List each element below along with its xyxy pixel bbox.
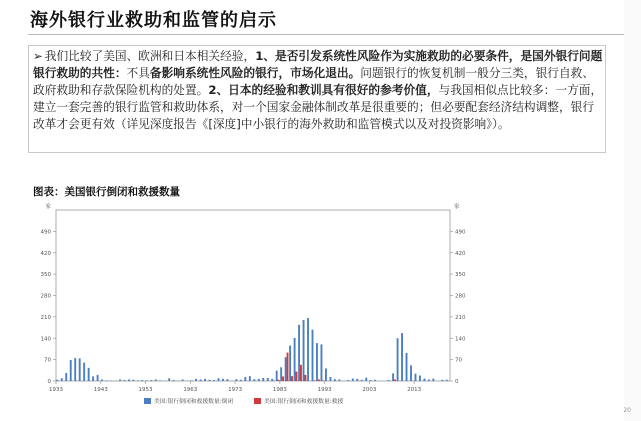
bar-failures bbox=[374, 380, 376, 381]
legend-swatch-assistance bbox=[254, 398, 261, 404]
bar-failures bbox=[280, 367, 282, 381]
bar-failures bbox=[106, 380, 108, 381]
bar-failures bbox=[338, 379, 340, 381]
bar-assistance bbox=[318, 379, 320, 381]
bar-failures bbox=[159, 380, 161, 381]
summary-text-1: 我们比较了美国、欧洲和日本相关经验， bbox=[44, 49, 256, 63]
x-tick-label: 1953 bbox=[138, 387, 153, 393]
y-tick-label-right: 0 bbox=[455, 379, 459, 385]
legend-label-assistance: 美国:银行倒闭和救援数量:救援 bbox=[264, 399, 344, 405]
bar-failures bbox=[235, 379, 237, 381]
x-tick-label: 2013 bbox=[407, 387, 422, 393]
bar-failures bbox=[141, 380, 143, 381]
y-tick-label-left: 350 bbox=[40, 272, 51, 279]
bar-failures bbox=[173, 380, 175, 381]
bar-failures bbox=[329, 377, 331, 381]
x-tick-label: 1933 bbox=[49, 387, 63, 393]
bar-failures bbox=[83, 363, 85, 381]
bar-failures bbox=[397, 338, 399, 381]
y-tick-label-right: 420 bbox=[455, 250, 466, 257]
bar-failures bbox=[56, 380, 58, 381]
summary-bold-3: 2、日本的经验和教训具有很好的参考价值， bbox=[208, 83, 439, 98]
y-tick-label-right: 350 bbox=[455, 272, 466, 279]
chart-heading: 图表：美国银行倒闭和救援数量 bbox=[33, 186, 180, 198]
bar-failures bbox=[356, 379, 358, 381]
bar-failures bbox=[97, 375, 99, 381]
bar-failures bbox=[347, 380, 349, 381]
bar-failures bbox=[316, 343, 318, 381]
bar-failures bbox=[124, 380, 126, 381]
bar-assistance bbox=[287, 353, 289, 381]
bar-assistance bbox=[296, 372, 298, 381]
bar-failures bbox=[128, 379, 130, 381]
bar-failures bbox=[406, 353, 408, 381]
bar-assistance bbox=[300, 365, 302, 381]
bar-failures bbox=[137, 380, 139, 381]
y-tick-label-right: 280 bbox=[455, 293, 466, 300]
summary-box bbox=[28, 45, 606, 153]
bar-failures bbox=[65, 373, 67, 381]
x-tick-label: 1983 bbox=[272, 387, 287, 393]
bar-failures bbox=[307, 318, 309, 381]
summary-text-4: 与我国相似点比较多：一方面，建立一套完善的银行监管和救助体系，对一个国家金融体制改革是很重要的；但必要配套经济结构调整，银行改革才会更有效（详见深度报告《[深度]中小银行的海外救助和监管模式以及对投资影响》）。 bbox=[33, 83, 603, 132]
bar-failures bbox=[253, 379, 255, 381]
bar-failures bbox=[298, 325, 300, 381]
y-tick-label-right: 70 bbox=[455, 357, 462, 364]
page-title: 海外银行业救助和监管的启示 bbox=[30, 10, 277, 31]
y-tick-label-left: 0 bbox=[47, 379, 51, 385]
bar-failures bbox=[294, 338, 296, 381]
bar-failures bbox=[195, 379, 197, 381]
x-tick-label: 1993 bbox=[317, 387, 332, 393]
bar-failures bbox=[70, 360, 72, 381]
bar-failures bbox=[150, 380, 152, 381]
bar-failures bbox=[312, 330, 314, 381]
x-tick-label: 1973 bbox=[228, 387, 243, 393]
y-unit-left: 家 bbox=[45, 204, 51, 210]
bar-failures bbox=[244, 377, 246, 381]
arrowhead-bullet-icon: ➢ bbox=[33, 49, 43, 63]
bar-failures bbox=[240, 380, 242, 381]
summary-text-2: 不具 bbox=[126, 66, 150, 81]
y-tick-label-right: 490 bbox=[455, 229, 466, 236]
bar-failures bbox=[92, 376, 94, 381]
legend-label-failures: 美国:银行倒闭和救援数量:倒闭 bbox=[154, 399, 234, 405]
bar-failures bbox=[61, 378, 63, 381]
bar-failures bbox=[249, 376, 251, 381]
bar-failures bbox=[415, 374, 417, 381]
bar-failures bbox=[222, 379, 224, 381]
bar-failures bbox=[423, 379, 425, 381]
bar-failures bbox=[419, 376, 421, 381]
bar-failures bbox=[200, 379, 202, 381]
y-unit-right: 家 bbox=[454, 204, 460, 210]
bar-assistance bbox=[282, 376, 284, 381]
bar-failures bbox=[352, 379, 354, 381]
y-tick-label-left: 280 bbox=[40, 293, 51, 300]
bar-assistance bbox=[394, 379, 396, 381]
bar-failures bbox=[271, 379, 273, 381]
bar-failures bbox=[119, 379, 121, 381]
y-tick-label-left: 420 bbox=[40, 250, 51, 257]
bar-failures bbox=[146, 380, 148, 381]
bar-failures bbox=[168, 378, 170, 381]
bar-failures bbox=[410, 365, 412, 381]
bar-failures bbox=[401, 333, 403, 381]
summary-text-3: 问题银行的恢复机制一般分三类，银行自救、政府救助和存款保险机构的处置。 bbox=[33, 66, 595, 98]
y-tick-label-right: 210 bbox=[455, 314, 466, 321]
bank-failure-chart bbox=[26, 198, 476, 418]
x-tick-label: 2003 bbox=[362, 387, 377, 393]
bar-failures bbox=[88, 368, 90, 381]
bar-failures bbox=[446, 380, 448, 381]
bar-failures bbox=[325, 368, 327, 381]
bar-assistance bbox=[313, 380, 315, 381]
bar-failures bbox=[101, 379, 103, 381]
bar-failures bbox=[182, 379, 184, 381]
bar-failures bbox=[392, 373, 394, 381]
bar-failures bbox=[388, 380, 390, 381]
bar-assistance bbox=[278, 380, 280, 381]
bar-failures bbox=[191, 380, 193, 381]
bar-failures bbox=[334, 379, 336, 381]
bar-failures bbox=[204, 379, 206, 381]
bar-failures bbox=[285, 357, 287, 381]
bar-failures bbox=[276, 371, 278, 381]
bar-failures bbox=[441, 380, 443, 381]
bar-failures bbox=[289, 346, 291, 381]
bar-assistance bbox=[291, 376, 293, 381]
y-tick-label-left: 70 bbox=[44, 357, 51, 364]
bar-failures bbox=[303, 320, 305, 381]
y-tick-label-left: 140 bbox=[40, 336, 51, 343]
bar-failures bbox=[155, 379, 157, 381]
summary-bold-2: 备影响系统性风险的银行，市场化退出。 bbox=[149, 66, 361, 81]
bar-failures bbox=[432, 379, 434, 381]
bar-failures bbox=[428, 379, 430, 381]
bar-failures bbox=[321, 344, 323, 381]
x-tick-label: 1963 bbox=[183, 387, 198, 393]
bar-assistance bbox=[304, 375, 306, 381]
title-divider bbox=[28, 34, 640, 35]
bar-failures bbox=[370, 380, 372, 381]
bar-failures bbox=[262, 378, 264, 381]
page-number: 20 bbox=[623, 407, 631, 414]
x-tick-label: 1943 bbox=[93, 387, 108, 393]
plot-frame bbox=[56, 210, 450, 381]
y-tick-label-left: 490 bbox=[40, 229, 51, 236]
bar-failures bbox=[267, 378, 269, 381]
bar-failures bbox=[74, 358, 76, 381]
bar-failures bbox=[132, 380, 134, 381]
bar-assistance bbox=[322, 380, 324, 381]
bar-failures bbox=[365, 378, 367, 381]
bar-failures bbox=[361, 380, 363, 381]
bar-failures bbox=[209, 380, 211, 381]
bar-failures bbox=[218, 378, 220, 381]
bar-failures bbox=[258, 379, 260, 381]
summary-bold-1: 1、是否引发系统性风险作为实施救助的必要条件，是国外银行问题银行救助的共性： bbox=[33, 49, 603, 81]
y-tick-label-right: 140 bbox=[455, 336, 466, 343]
bar-failures bbox=[79, 358, 81, 381]
legend-swatch-failures bbox=[144, 398, 151, 404]
right-edge-strip bbox=[624, 0, 641, 421]
bar-failures bbox=[213, 380, 215, 381]
bar-failures bbox=[226, 379, 228, 381]
y-tick-label-left: 210 bbox=[40, 314, 51, 321]
